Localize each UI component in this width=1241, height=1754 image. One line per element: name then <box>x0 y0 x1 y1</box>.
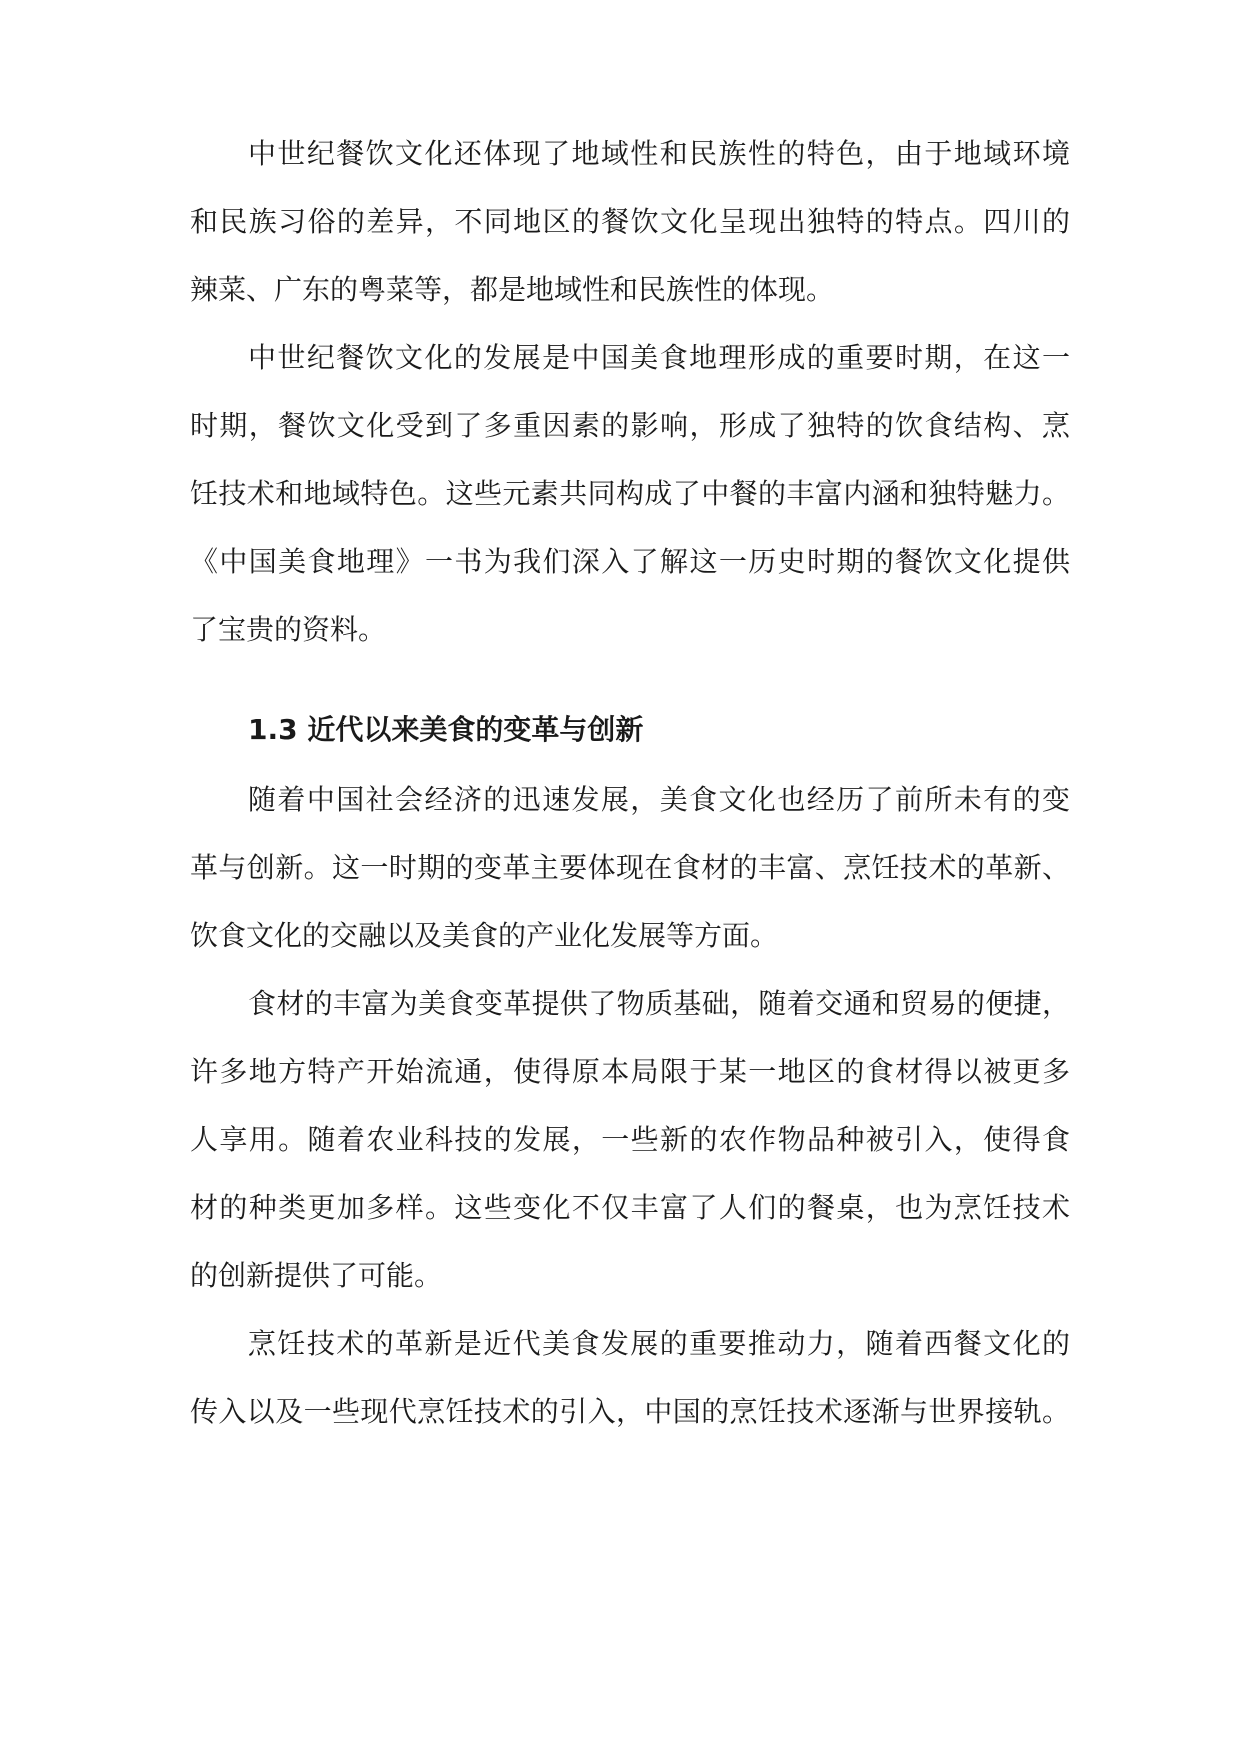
paragraph-1-line-3: 辣菜、广东的粤菜等，都是地域性和民族性的体现。 <box>190 273 835 306</box>
paragraph-4-line-5: 的创新提供了可能。 <box>190 1259 443 1292</box>
paragraph-1-line-2: 和民族习俗的差异，不同地区的餐饮文化呈现出独特的特点。四川的 <box>190 205 1070 238</box>
paragraph-3-line-2: 革与创新。这一时期的变革主要体现在食材的丰富、烹饪技术的革新、 <box>190 851 1070 884</box>
paragraph-2-line-1: 中世纪餐饮文化的发展是中国美食地理形成的重要时期，在这一 <box>248 341 1070 374</box>
paragraph-2-line-4: 《中国美食地理》一书为我们深入了解这一历史时期的餐饮文化提供 <box>190 545 1070 578</box>
paragraph-4-line-1: 食材的丰富为美食变革提供了物质基础，随着交通和贸易的便捷， <box>248 987 1070 1020</box>
paragraph-2-line-5: 了宝贵的资料。 <box>190 613 387 646</box>
paragraph-3-line-1: 随着中国社会经济的迅速发展，美食文化也经历了前所未有的变 <box>248 783 1070 816</box>
paragraph-5-line-1: 烹饪技术的革新是近代美食发展的重要推动力，随着西餐文化的 <box>248 1327 1070 1360</box>
paragraph-4-line-2: 许多地方特产开始流通，使得原本局限于某一地区的食材得以被更多 <box>190 1055 1070 1088</box>
paragraph-1-line-1: 中世纪餐饮文化还体现了地域性和民族性的特色，由于地域环境 <box>248 137 1070 170</box>
paragraph-3-line-3: 饮食文化的交融以及美食的产业化发展等方面。 <box>190 919 779 952</box>
section-heading: 1.3 近代以来美食的变革与创新 <box>248 713 644 746</box>
paragraph-2-line-2: 时期，餐饮文化受到了多重因素的影响，形成了独特的饮食结构、烹 <box>190 409 1070 442</box>
paragraph-5-line-2: 传入以及一些现代烹饪技术的引入，中国的烹饪技术逐渐与世界接轨。 <box>190 1395 1070 1428</box>
paragraph-4-line-4: 材的种类更加多样。这些变化不仅丰富了人们的餐桌，也为烹饪技术 <box>190 1191 1070 1224</box>
paragraph-2-line-3: 饪技术和地域特色。这些元素共同构成了中餐的丰富内涵和独特魅力。 <box>190 477 1070 510</box>
paragraph-4-line-3: 人享用。随着农业科技的发展，一些新的农作物品种被引入，使得食 <box>190 1123 1070 1156</box>
